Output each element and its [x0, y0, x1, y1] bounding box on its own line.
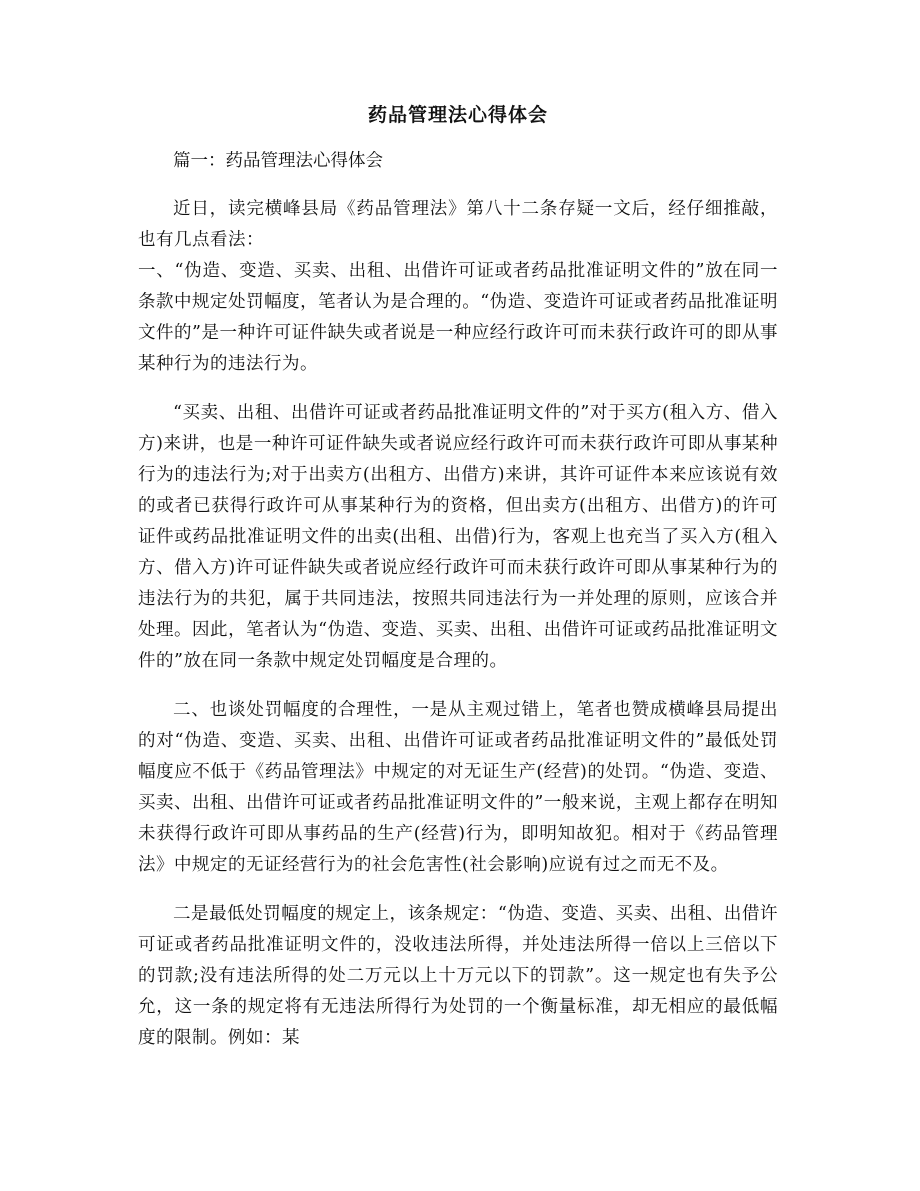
paragraph-point-one: 一、“伪造、变造、买卖、出租、出借许可证或者药品批准证明文件的”放在同一条款中规定处罚幅度，笔者认为是合理的。“伪造、变造许可证或者药品批准证明文件的”是一种许可证件缺失或者说是一种应经行政许可而未获行政许可的即从事某种行为的违法行为。 [138, 261, 778, 374]
document-page [138, 100, 778, 1072]
paragraph-point-two: 二、也谈处罚幅度的合理性，一是从主观过错上，笔者也赞成横峰县局提出的对“伪造、变造、买卖、出租、出借许可证或者药品批准证明文件的”最低处罚幅度应不低于《药品管理法》中规定的对无证生产(经营)的处罚。“伪造、变造、买卖、出租、出借许可证或者药品批准证明文件的”一般来说，主观上都存在明知未获得行政许可即从事药品的生产(经营)行为，即明知故犯。相对于《药品管理法》中规定的无证经营行为的社会危害性(社会影响)应说有过之而无不及。 [138, 700, 778, 875]
paragraph-intro: 近日，读完横峰县局《药品管理法》第八十二条存疑一文后，经仔细推敲，也有几点看法： [138, 199, 778, 250]
document-subtitle: 篇一：药品管理法心得体会 [173, 151, 383, 171]
paragraph-buy-rent-lend: “买卖、出租、出借许可证或者药品批准证明文件的”对于买方(租入方、借入方)来讲，也是一种许可证件缺失或者说应经行政许可而未获行政许可即从事某种行为的违法行为;对于出卖方(出租方、出借方)来讲，其许可证件本来应该说有效的或者已获得行政许可从事某种行为的资格，但出卖方(出租方、出借方)的许可证件或药品批准证明文件的出卖(出租、出借)行为，客观上也充当了买入方(租入方、借入方)许可证件缺失或者说应经行政许可而未获行政许可即从事某种行为的违法行为的共犯，属于共同违法，按照共同违法行为一并处理的原则，应该合并处理。因此，笔者认为“伪造、变造、买卖、出租、出借许可证或药品批准证明文件的”放在同一条款中规定处罚幅度是合理的。 [138, 403, 778, 671]
document-title: 药品管理法心得体会 [367, 104, 548, 126]
paragraph-minimum-penalty: 二是最低处罚幅度的规定上，该条规定：“伪造、变造、买卖、出租、出借许可证或者药品批准证明文件的，没收违法所得，并处违法所得一倍以上三倍以下的罚款;没有违法所得的处二万元以上十万元以下的罚款”。这一规定也有失予公允，这一条的规定将有无违法所得行为处罚的一个衡量标准，却无相应的最低幅度的限制。例如：某 [138, 904, 778, 1048]
